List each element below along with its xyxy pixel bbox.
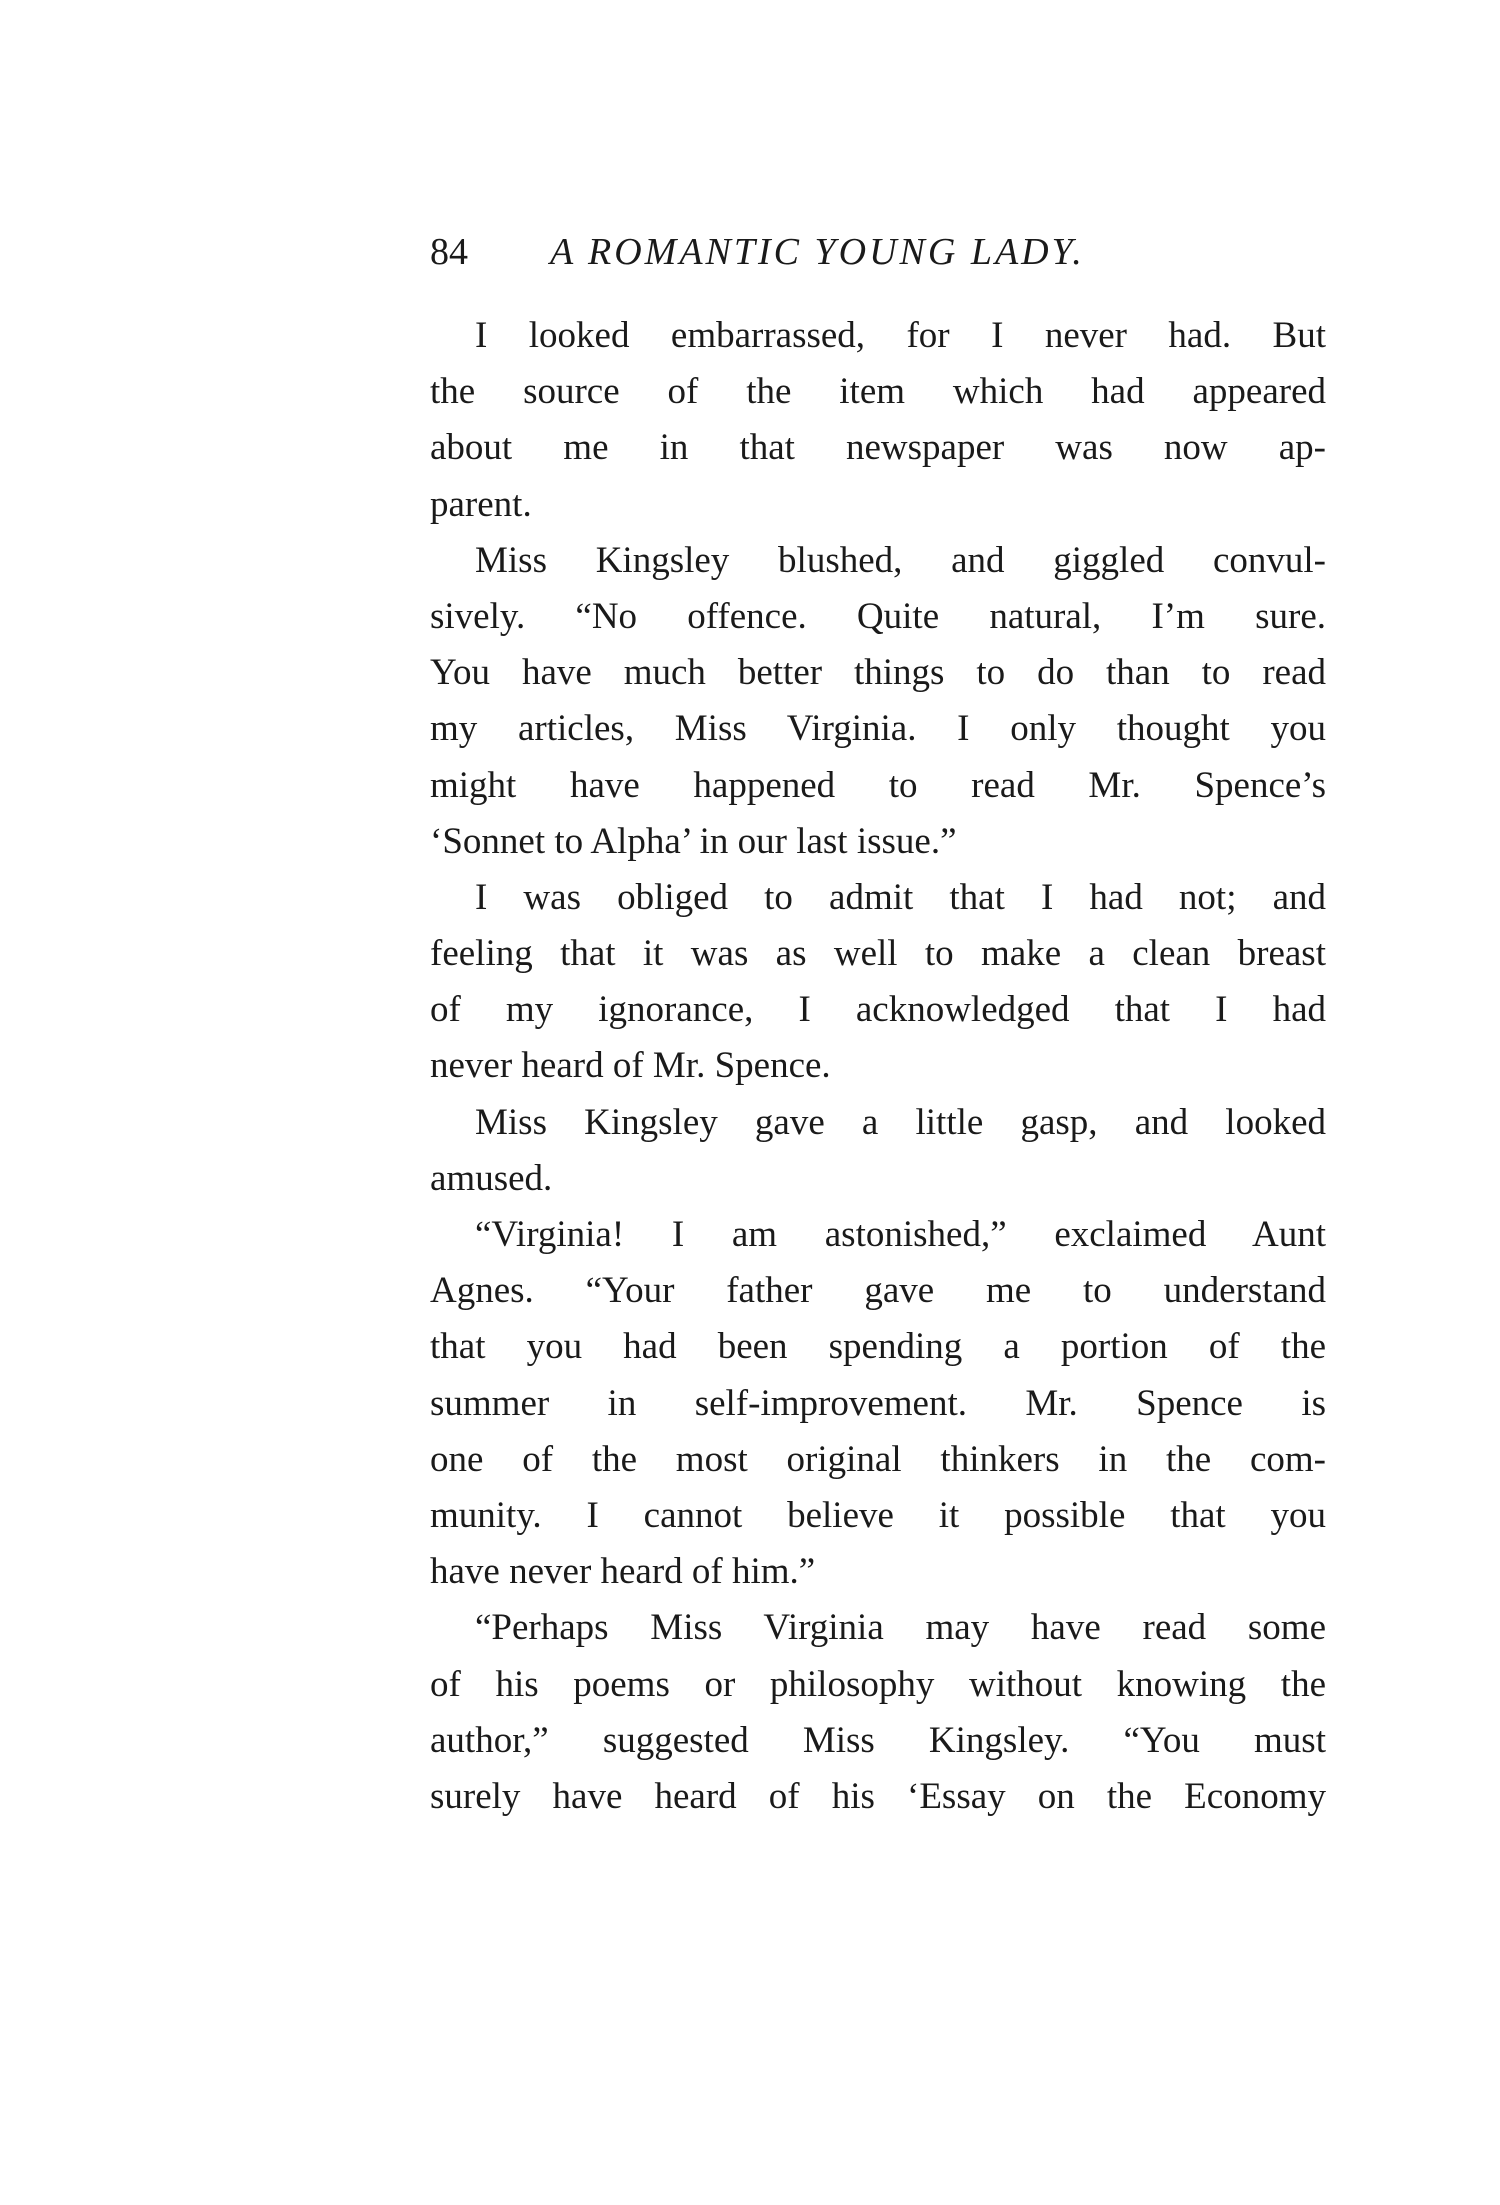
text-line: about me in that newspaper was now ap- [430, 427, 1326, 469]
text-line: summer in self-improvement. Mr. Spence is [430, 1382, 1326, 1424]
paragraph-3 [430, 870, 1326, 1095]
text-line: Miss Kingsley blushed, and giggled convul- [475, 539, 1326, 581]
paragraph-4 [430, 1095, 1326, 1207]
text-line: of his poems or philosophy without knowing the [430, 1663, 1326, 1705]
text-line: parent. [430, 483, 532, 525]
text-line: ‘Sonnet to Alpha’ in our last issue.” [430, 820, 957, 862]
running-title: A ROMANTIC YOUNG LADY. [550, 231, 1085, 273]
paragraph-1 [430, 308, 1326, 533]
text-line: that you had been spending a portion of the [430, 1326, 1326, 1368]
text-line: “Perhaps Miss Virginia may have read some [475, 1607, 1326, 1649]
text-line: the source of the item which had appeared [430, 371, 1326, 413]
paragraph-5 [430, 1207, 1326, 1600]
text-line: never heard of Mr. Spence. [430, 1045, 831, 1087]
text-line: might have happened to read Mr. Spence’s [430, 764, 1326, 806]
text-line: have never heard of him.” [430, 1551, 816, 1593]
running-head [430, 224, 1330, 280]
text-line: munity. I cannot believe it possible that you [430, 1494, 1326, 1536]
text-line: feeling that it was as well to make a clean breast [430, 933, 1326, 975]
paragraph-2 [430, 533, 1326, 870]
text-line: my articles, Miss Virginia. I only thought you [430, 708, 1326, 750]
text-line: sively. “No offence. Quite natural, I’m sure. [430, 595, 1326, 637]
text-line: of my ignorance, I acknowledged that I had [430, 989, 1326, 1031]
paragraph-6 [430, 1600, 1326, 1825]
text-line: amused. [430, 1157, 553, 1199]
text-line: “Virginia! I am astonished,” exclaimed Aunt [475, 1214, 1326, 1255]
text-line: I looked embarrassed, for I never had. But [475, 315, 1326, 356]
body-text [430, 308, 1326, 1825]
text-line: surely have heard of his ‘Essay on the Economy [430, 1775, 1326, 1817]
text-line: I was obliged to admit that I had not; and [475, 876, 1326, 918]
text-line: Agnes. “Your father gave me to understand [430, 1270, 1326, 1312]
page-number: 84 [430, 231, 468, 273]
text-line: author,” suggested Miss Kingsley. “You must [430, 1719, 1326, 1761]
text-line: one of the most original thinkers in the com- [430, 1438, 1326, 1480]
text-line: Miss Kingsley gave a little gasp, and looked [475, 1101, 1326, 1143]
text-line: You have much better things to do than to read [430, 652, 1326, 694]
